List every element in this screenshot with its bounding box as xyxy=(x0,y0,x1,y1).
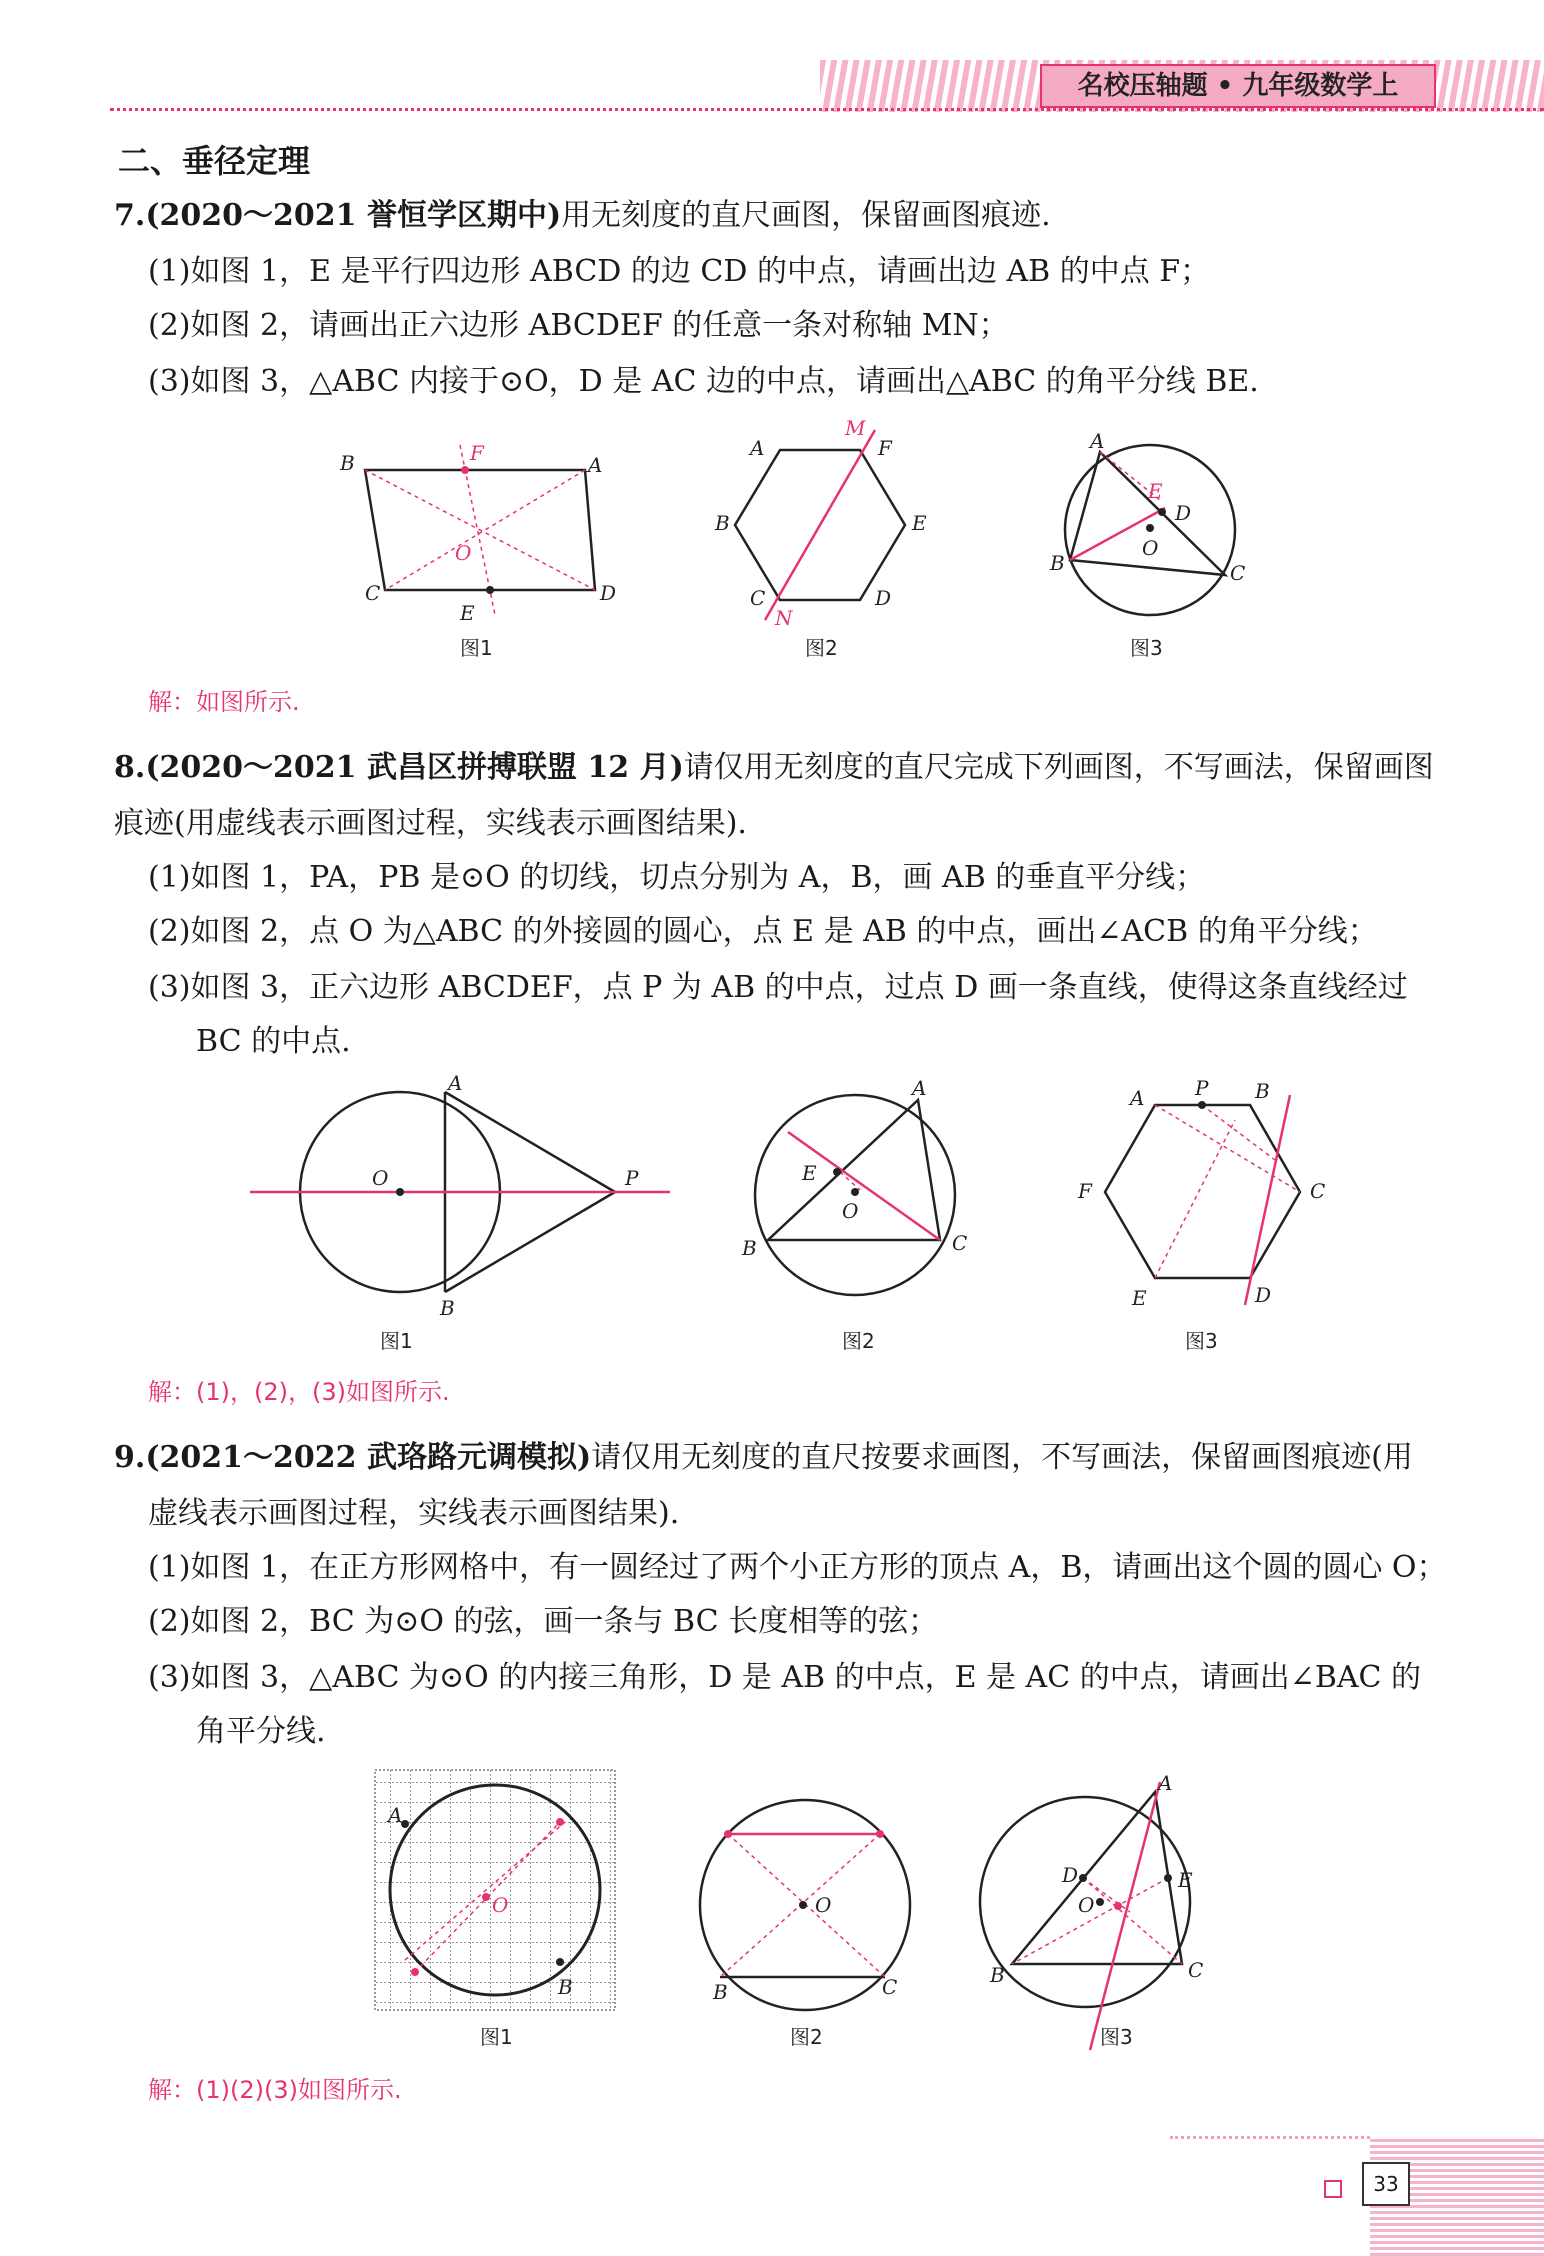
caption-fig2: 图2 xyxy=(842,1329,875,1353)
question-7-stem xyxy=(114,196,1051,236)
header-divider xyxy=(110,108,1544,111)
caption-fig2: 图2 xyxy=(790,2025,823,2049)
label-A: A xyxy=(1158,1771,1173,1795)
question-7-part-2: (2)如图 2，请画出正六边形 ABCDEF 的任意一条对称轴 MN； xyxy=(148,308,1009,343)
label-F: F xyxy=(470,441,484,465)
question-9-answer: 解：(1)(2)(3)如图所示. xyxy=(148,2076,402,2104)
label-C: C xyxy=(882,1975,898,1999)
label-A: A xyxy=(588,453,603,477)
q8-figure-1 xyxy=(250,1071,670,1320)
label-P: P xyxy=(625,1166,639,1190)
label-F: F xyxy=(878,436,892,460)
question-source: (2021～2022 武珞路元调模拟) xyxy=(145,1440,592,1475)
label-O: O xyxy=(842,1199,859,1223)
label-M: M xyxy=(845,416,866,440)
question-7-figures xyxy=(330,416,1260,670)
label-O: O xyxy=(372,1166,389,1190)
question-7-part-3: (3)如图 3，△ABC 内接于⊙O，D 是 AC 边的中点，请画出△ABC 的角平分线 BE. xyxy=(148,364,1259,399)
label-D: D xyxy=(1255,1283,1272,1307)
question-8-figures xyxy=(250,1071,1350,1360)
question-number: 7. xyxy=(114,198,146,233)
label-E: E xyxy=(1148,479,1163,503)
caption-fig3: 图3 xyxy=(1185,1329,1218,1353)
question-8-part-3-cont: BC 的中点. xyxy=(196,1024,351,1059)
label-C: C xyxy=(1188,1958,1204,1982)
question-7-answer: 解：如图所示. xyxy=(148,688,300,716)
label-A: A xyxy=(750,436,765,460)
label-A: A xyxy=(448,1071,463,1095)
q7-figure-3 xyxy=(1049,429,1245,615)
label-D: D xyxy=(600,581,617,605)
q9-figure-1 xyxy=(375,1770,615,2010)
question-number: 9. xyxy=(114,1440,146,1475)
label-B: B xyxy=(713,1980,728,2004)
caption-fig1: 图1 xyxy=(380,1329,413,1353)
label-N: N xyxy=(775,606,793,630)
label-B: B xyxy=(1255,1079,1270,1103)
label-A: A xyxy=(912,1076,927,1100)
label-E: E xyxy=(460,601,475,625)
question-text: 用无刻度的直尺画图，保留画图痕迹. xyxy=(561,198,1051,233)
label-A: A xyxy=(1090,429,1105,453)
question-number: 8. xyxy=(114,750,146,785)
label-B: B xyxy=(440,1296,455,1320)
q7-figure-2 xyxy=(714,416,927,630)
q8-figure-2 xyxy=(741,1076,967,1295)
label-E: E xyxy=(1178,1868,1193,1892)
caption-fig1: 图1 xyxy=(480,2025,513,2049)
q9-figure-3 xyxy=(980,1771,1203,2050)
question-8-part-1: (1)如图 1，PA，PB 是⊙O 的切线，切点分别为 A，B，画 AB 的垂直平分线； xyxy=(148,860,1206,895)
question-8-part-2: (2)如图 2，点 O 为△ABC 的外接圆的圆心，点 E 是 AB 的中点，画出∠ACB 的角平分线； xyxy=(148,914,1378,949)
label-C: C xyxy=(1230,561,1246,585)
question-8-stem-cont: 痕迹(用虚线表示画图过程，实线表示画图结果). xyxy=(114,806,747,841)
question-9-part-1: (1)如图 1，在正方形网格中，有一圆经过了两个小正方形的顶点 A，B，请画出这个圆的圆心 O； xyxy=(148,1550,1447,1585)
question-9-part-3: (3)如图 3，△ABC 为⊙O 的内接三角形，D 是 AB 的中点，E 是 AC 的中点，请画出∠BAC 的 xyxy=(148,1660,1422,1695)
question-9-part-2: (2)如图 2，BC 为⊙O 的弦，画一条与 BC 长度相等的弦； xyxy=(148,1604,939,1639)
q9-figure-2 xyxy=(700,1800,910,2010)
label-C: C xyxy=(365,581,381,605)
header-title: 名校压轴题 • 九年级数学上 xyxy=(1040,64,1436,108)
caption-fig3: 图3 xyxy=(1130,636,1163,660)
label-E: E xyxy=(802,1161,817,1185)
question-8-stem xyxy=(114,748,1434,788)
question-9-figures xyxy=(370,1762,1230,2062)
question-8-answer: 解：(1)，(2)，(3)如图所示. xyxy=(148,1378,450,1406)
question-9-stem xyxy=(114,1438,1413,1478)
caption-fig1: 图1 xyxy=(460,636,493,660)
label-P: P xyxy=(1195,1076,1209,1100)
label-D: D xyxy=(875,586,892,610)
label-C: C xyxy=(1310,1179,1326,1203)
question-9-part-3-cont: 角平分线. xyxy=(196,1714,326,1749)
label-B: B xyxy=(340,451,355,475)
footer-square-icon xyxy=(1324,2180,1342,2198)
label-D: D xyxy=(1175,501,1192,525)
label-B: B xyxy=(715,511,730,535)
question-source: (2020～2021 武昌区拼搏联盟 12 月) xyxy=(145,750,684,785)
q8-figure-3 xyxy=(1077,1076,1325,1310)
page-number: 33 xyxy=(1362,2162,1410,2206)
label-O: O xyxy=(492,1893,509,1917)
label-C: C xyxy=(750,586,766,610)
caption-fig3: 图3 xyxy=(1100,2025,1133,2049)
label-A: A xyxy=(388,1803,403,1827)
label-D: D xyxy=(1062,1863,1079,1887)
question-7-part-1: (1)如图 1，E 是平行四边形 ABCD 的边 CD 的中点，请画出边 AB 的中点 F； xyxy=(148,254,1211,289)
question-text: 请仅用无刻度的直尺完成下列画图，不写画法，保留画图 xyxy=(683,750,1434,785)
label-O: O xyxy=(455,541,472,565)
label-O: O xyxy=(815,1893,832,1917)
label-O: O xyxy=(1142,536,1159,560)
question-text: 请仅用无刻度的直尺按要求画图，不写画法，保留画图痕迹(用 xyxy=(591,1440,1413,1475)
label-B: B xyxy=(990,1963,1005,1987)
section-title: 二、垂径定理 xyxy=(118,142,311,180)
caption-fig2: 图2 xyxy=(805,636,838,660)
label-E: E xyxy=(1132,1286,1147,1310)
label-B: B xyxy=(558,1975,573,1999)
q7-figure-1 xyxy=(339,441,616,625)
question-8-part-3: (3)如图 3，正六边形 ABCDEF，点 P 为 AB 的中点，过点 D 画一条直线，使得这条直线经过 xyxy=(148,970,1408,1005)
label-C: C xyxy=(952,1231,968,1255)
label-O: O xyxy=(1078,1893,1095,1917)
label-E: E xyxy=(912,511,927,535)
question-source: (2020～2021 誉恒学区期中) xyxy=(145,198,562,233)
label-A: A xyxy=(1130,1086,1145,1110)
label-B: B xyxy=(1050,551,1065,575)
question-9-stem-cont: 虚线表示画图过程，实线表示画图结果). xyxy=(148,1496,680,1531)
label-F: F xyxy=(1078,1179,1092,1203)
label-B: B xyxy=(742,1236,757,1260)
